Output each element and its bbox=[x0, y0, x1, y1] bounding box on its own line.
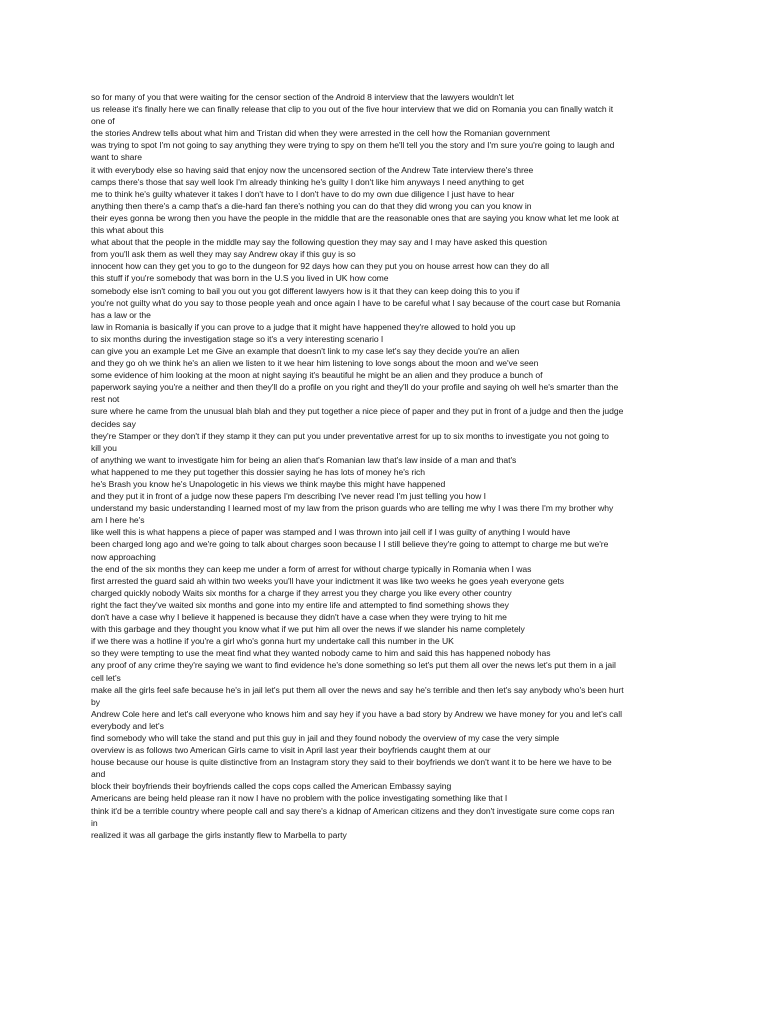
transcript-line: don't have a case why I believe it happened is because they didn't have a case when they were trying to hit me bbox=[91, 612, 507, 623]
transcript-line: first arrested the guard said ah within two weeks you'll have your indictment it was like two weeks he goes yeah everyone gets bbox=[91, 575, 565, 586]
transcript-line: their eyes gonna be wrong then you have the people in the middle that are the reasonable ones that are saying you know what let me look at bbox=[91, 212, 619, 223]
transcript-line: sure where he came from the unusual blah blah and they put together a nice piece of paper and they put in front of a judge and then the judge bbox=[91, 406, 624, 417]
transcript-line: house because our house is quite distinctive from an Instagram story they said to their boyfriends we don't want it to be here we have to be bbox=[91, 757, 612, 768]
transcript-line: overview is as follows two American Girls came to visit in April last year their boyfriends caught them at our bbox=[91, 745, 491, 756]
transcript-line: want to share bbox=[91, 152, 142, 163]
transcript-line: this stuff if you're somebody that was born in the U.S you lived in UK how come bbox=[91, 273, 389, 284]
transcript-line: innocent how can they get you to go to the dungeon for 92 days how can they put you on house arrest how can they do all bbox=[91, 261, 549, 272]
transcript-line: by bbox=[91, 696, 100, 707]
transcript-line: camps there's those that say well look I'm already thinking he's guilty I don't like him anyways I need anything to get bbox=[91, 176, 524, 187]
transcript-line: some evidence of him looking at the moon at night saying it's beautiful he might be an alien and they produce a bunch of bbox=[91, 370, 543, 381]
transcript-line: has a law or the bbox=[91, 309, 151, 320]
transcript-line: make all the girls feel safe because he's in jail let's put them all over the news and say he's terrible and then let's say anybody who's been hurt bbox=[91, 684, 624, 695]
transcript-line: like well this is what happens a piece of paper was stamped and I was thrown into jail cell if I was guilty of anything I would have bbox=[91, 527, 571, 538]
transcript-line: it with everybody else so having said that enjoy now the uncensored section of the Andrew Tate interview there's three bbox=[91, 164, 534, 175]
transcript-line: can give you an example Let me Give an example that doesn't link to my case let's say they decide you're an alien bbox=[91, 345, 520, 356]
transcript-line: us release it's finally here we can finally release that clip to you out of the five hour interview that we did on Romania you can finally watch it bbox=[91, 104, 614, 115]
transcript-line: been charged long ago and we're going to talk about charges soon because I I still believe they're going to attempt to charge me but we're bbox=[91, 539, 609, 550]
transcript-line: everybody and let's bbox=[91, 720, 164, 731]
transcript-line: so for many of you that were waiting for the censor section of the Android 8 interview that the lawyers wouldn't let bbox=[91, 92, 514, 102]
transcript-line: what about that the people in the middle may say the following question they may say and I may have asked this question bbox=[91, 237, 548, 248]
transcript-line: you're not guilty what do you say to those people yeah and once again I have to be careful what I say because of the court case but Romania bbox=[91, 297, 621, 308]
transcript-line: from you'll ask them as well they may say Andrew okay if this guy is so bbox=[91, 249, 356, 260]
transcript-line: if we there was a hotline if you're a girl who's gonna hurt my undertake call this number in the UK bbox=[91, 636, 454, 647]
transcript-line: the end of the six months they can keep me under a form of arrest for without charge typically in Romania when I was bbox=[91, 563, 532, 574]
transcript-line: so they were tempting to use the meat find what they wanted nobody came to him and said this has happened nobody has bbox=[91, 648, 551, 659]
transcript-line: they're Stamper or they don't if they stamp it they can put you under preventative arrest for up to six months to investigate you not going to bbox=[91, 430, 609, 441]
transcript-line: this what about this bbox=[91, 225, 164, 236]
transcript-line: am I here he's bbox=[91, 515, 145, 526]
transcript-line: and bbox=[91, 769, 106, 780]
transcript-line: of anything we want to investigate him for being an alien that's Romanian law that's law inside of a man and that's bbox=[91, 454, 517, 465]
transcript-line: he's Brash you know he's Unapologetic in his views we think maybe this might have happened bbox=[91, 479, 446, 489]
transcript-line: with this garbage and they thought you know what if we put him all over the news if we slander his name completely bbox=[91, 624, 525, 635]
transcript-line: one of bbox=[91, 116, 115, 127]
transcript-line: and they put it in front of a judge now these papers I'm describing I've never read I'm just telling you how I bbox=[91, 491, 486, 502]
transcript-line: law in Romania is basically if you can prove to a judge that it might have happened they're allowed to hold you up bbox=[91, 321, 516, 332]
transcript-line: decides say bbox=[91, 418, 136, 429]
transcript-line: to six months during the investigation stage so it's a very interesting scenario I bbox=[91, 333, 384, 344]
transcript-line: what happened to me they put together this dossier saying he has lots of money he's rich bbox=[91, 466, 426, 477]
transcript-line: realized it was all garbage the girls instantly flew to Marbella to party bbox=[91, 829, 347, 840]
transcript-line: charged quickly nobody Waits six months for a charge if they arrest you they charge you like every other country bbox=[91, 587, 512, 598]
transcript-line: kill you bbox=[91, 442, 117, 453]
transcript-line: think it'd be a terrible country where people call and say there's a kidnap of American citizens and they don't investigate sure come cops ran bbox=[91, 805, 615, 816]
transcript-line: block their boyfriends their boyfriends called the cops cops called the American Embassy saying bbox=[91, 781, 452, 792]
transcript-line: understand my basic understanding I learned most of my law from the prison guards who are telling me why I was there I'm my brother why bbox=[91, 503, 614, 514]
transcript-text bbox=[91, 91, 708, 841]
transcript-line: Americans are being held please ran it now I have no problem with the police investigating something like that I bbox=[91, 793, 508, 804]
transcript-line: right the fact they've waited six months and gone into my entire life and attempted to find something shows they bbox=[91, 599, 509, 610]
transcript-line: paperwork saying you're a neither and then they'll do a profile on you right and they'll do your profile and saying oh well he's smarter than the bbox=[91, 382, 619, 393]
transcript-line: any proof of any crime they're saying we want to find evidence he's done something so let's put them all over the news let's put them in a jail bbox=[91, 660, 616, 671]
transcript-line: me to think he's guilty whatever it takes I don't have to I don't have to do my own due diligence I just have to hear bbox=[91, 188, 515, 199]
transcript-line: Andrew Cole here and let's call everyone who knows him and say hey if you have a bad story by Andrew we have money for you and let's call bbox=[91, 708, 622, 719]
transcript-line: was trying to spot I'm not going to say anything they were trying to spy on them he'll tell you the story and I'm sure you're going to laugh and bbox=[91, 140, 615, 151]
transcript-line: and they go oh we think he's an alien we listen to it we hear him listening to love songs about the moon and we've seen bbox=[91, 358, 539, 369]
transcript-line: find somebody who will take the stand and put this guy in jail and they found nobody the overview of my case the very simple bbox=[91, 732, 560, 743]
transcript-line: cell let's bbox=[91, 672, 121, 683]
transcript-line: the stories Andrew tells about what him and Tristan did when they were arrested in the cell how the Romanian government bbox=[91, 128, 550, 139]
transcript-line: rest not bbox=[91, 394, 120, 405]
transcript-line: anything then there's a camp that's a die-hard fan there's nothing you can do that they did wrong you can you know in bbox=[91, 200, 532, 211]
transcript-line: somebody else isn't coming to bail you out you got different lawyers how is it that they can keep doing this to you if bbox=[91, 285, 520, 296]
transcript-line: now approaching bbox=[91, 551, 156, 562]
transcript-line: in bbox=[91, 817, 98, 828]
